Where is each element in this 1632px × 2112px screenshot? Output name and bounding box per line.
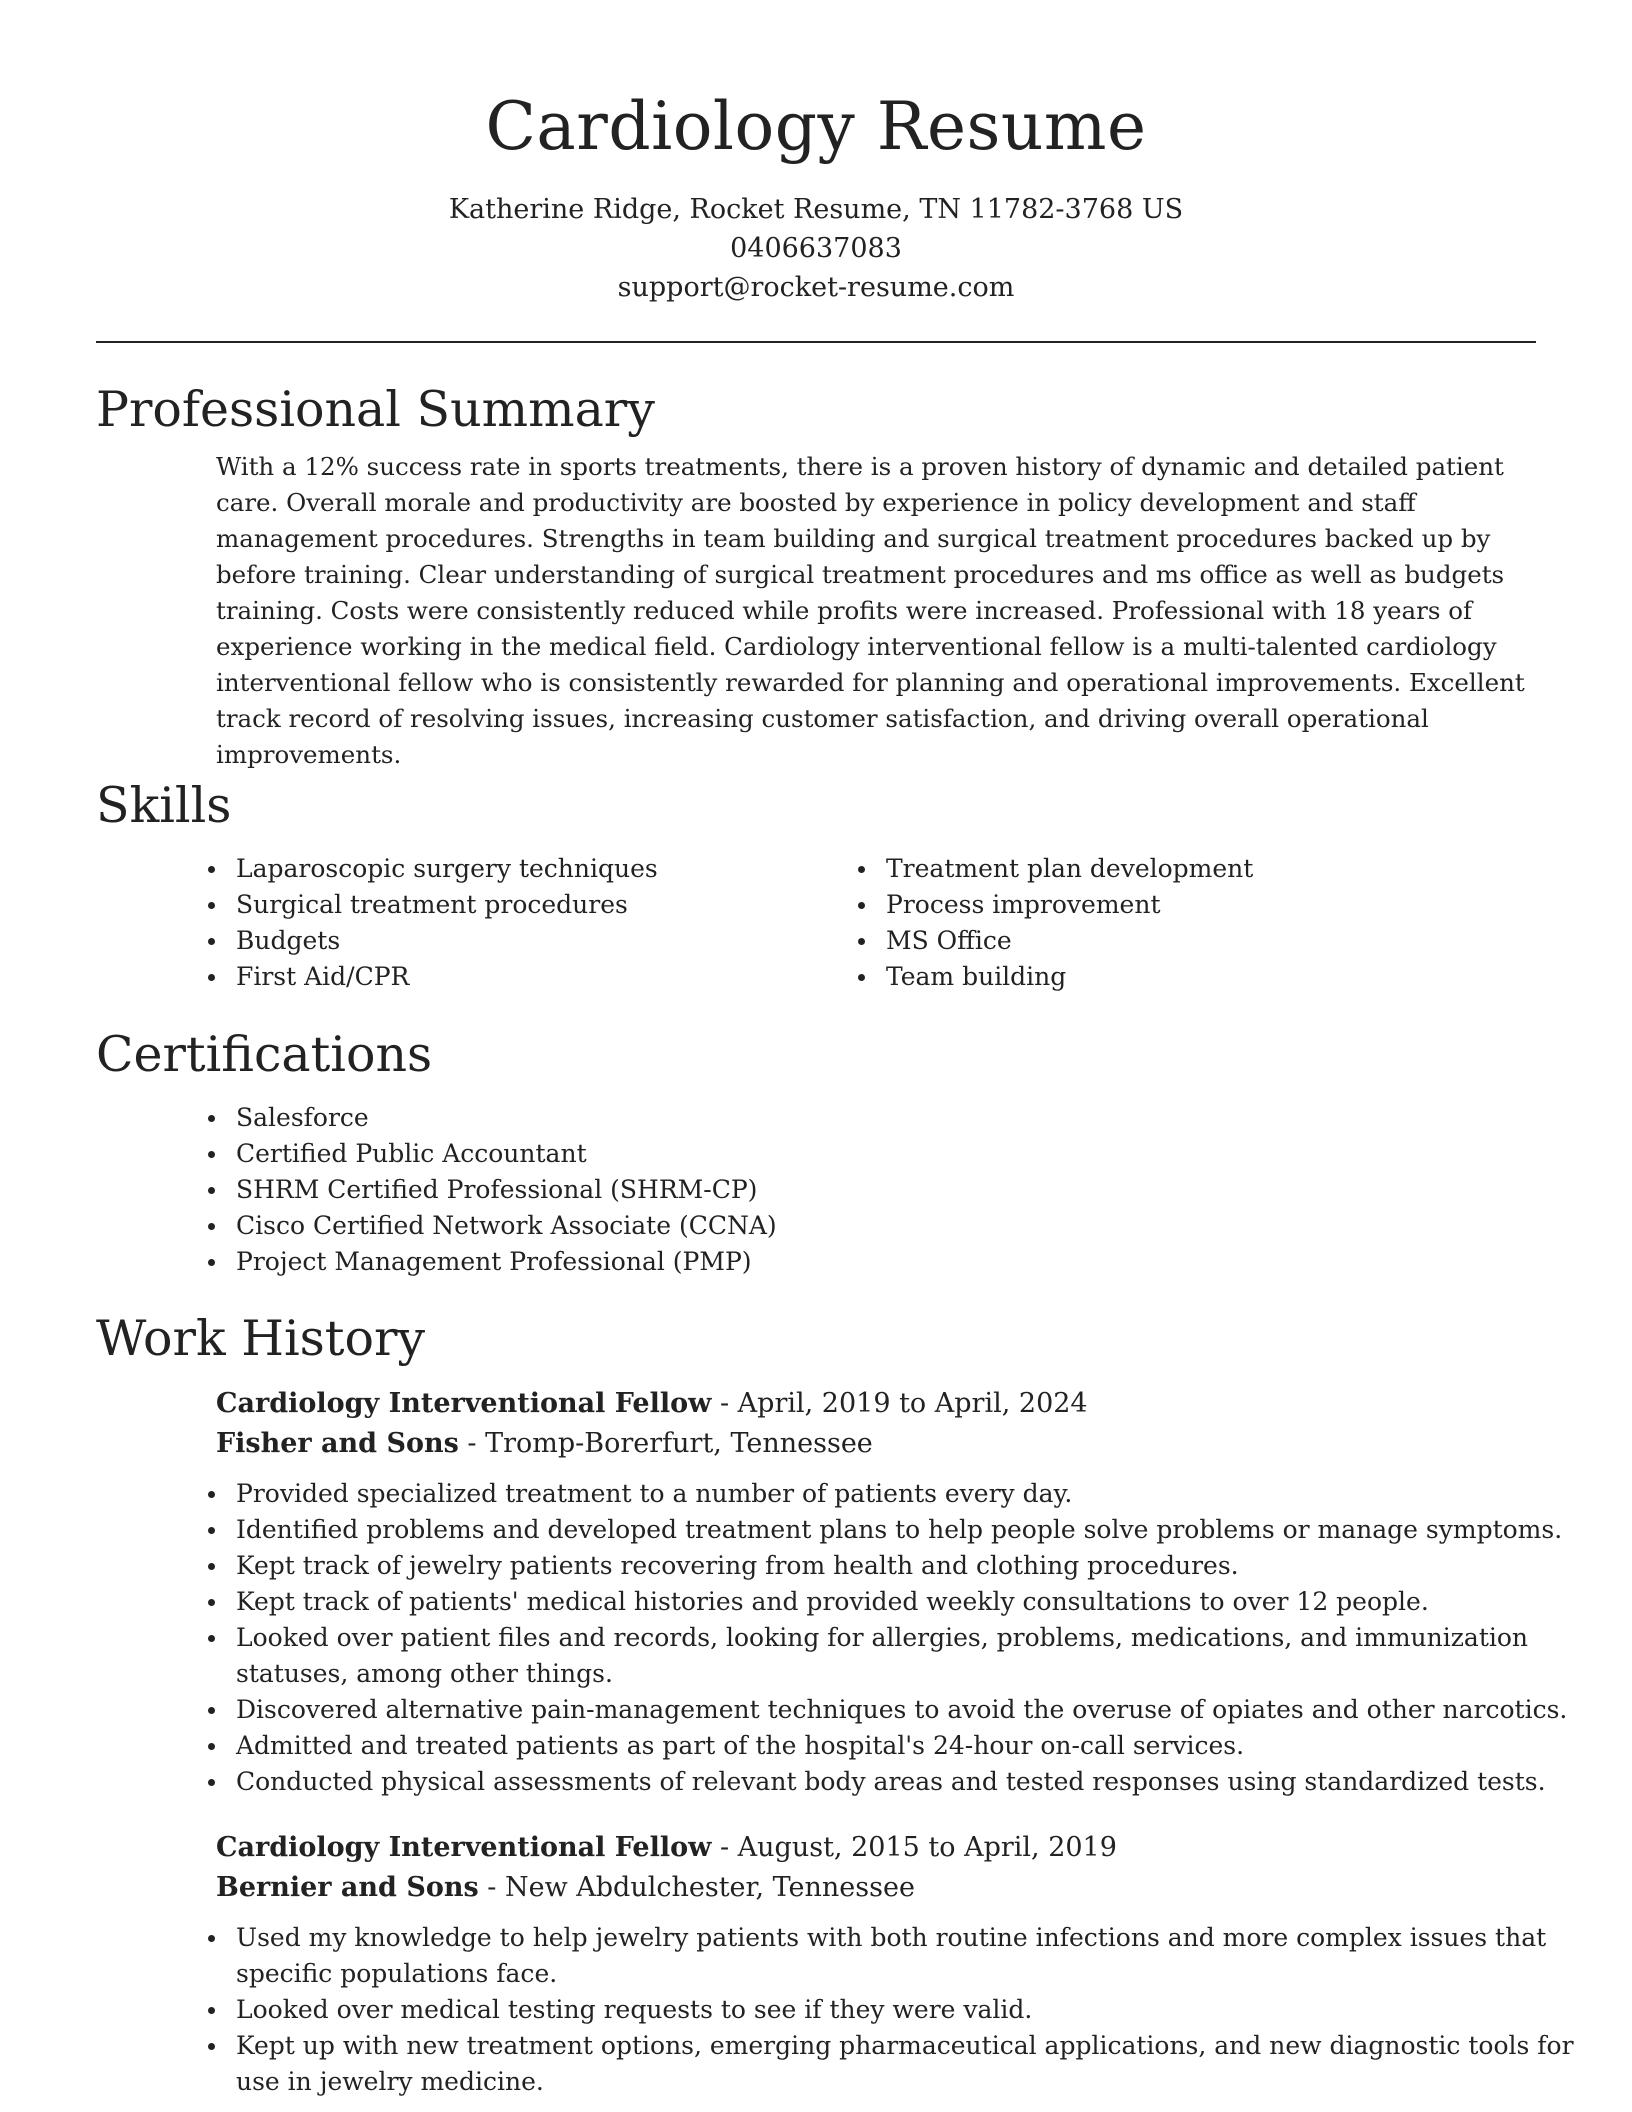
- job-entry: [96, 1828, 1574, 2100]
- job-location: - New Abdulchester, Tennessee: [478, 1872, 915, 1903]
- resume-title: Cardiology Resume: [485, 88, 1147, 165]
- skill-item: First Aid/CPR: [192, 959, 842, 995]
- job-duty-item: Kept up with new treatment options, emerging pharmaceutical applications, and new diagnostic tools for use in jewelry medicine.: [192, 2028, 1612, 2100]
- job-title: Cardiology Interventional Fellow: [216, 1388, 712, 1419]
- job-duty-item: Looked over medical testing requests to see if they were valid.: [192, 1992, 1612, 2028]
- job-location: - Tromp-Borerfurt, Tennessee: [458, 1428, 873, 1459]
- work-history-heading: Work History: [96, 1310, 426, 1367]
- certification-item: Project Management Professional (PMP): [192, 1244, 1536, 1280]
- job-company-line: [216, 1424, 1536, 1464]
- summary-heading: Professional Summary: [96, 381, 655, 438]
- certification-item: Salesforce: [192, 1100, 1536, 1136]
- summary-text: With a 12% success rate in sports treatments, there is a proven history of dynamic and detailed patient care. Overall morale and productivity are boosted by experience in policy development and staff management procedures. Strengths in team building and surgical treatment procedures backed up by before training. Clear understanding of surgical treatment procedures and ms office as well as budgets training. Costs were consistently reduced while profits were increased. Professional with 18 years of experience working in the medical field. Cardiology interventional fellow is a multi-talented cardiology interventional fellow who is consistently rewarded for planning and operational improvements. Excellent track record of resolving issues, increasing customer satisfaction, and driving overall operational improvements.: [216, 452, 1525, 769]
- certification-item: SHRM Certified Professional (SHRM-CP): [192, 1172, 1536, 1208]
- job-title-line: [216, 1828, 1536, 1868]
- job-duty-item: Identified problems and developed treatment plans to help people solve problems or manage symptoms.: [192, 1512, 1612, 1548]
- contact-phone: 0406637083: [730, 233, 902, 264]
- certifications-list: [192, 1100, 1536, 1280]
- header-divider: [96, 341, 1536, 343]
- job-duty-item: Conducted physical assessments of relevant body areas and tested responses using standardized tests.: [192, 1764, 1612, 1800]
- contact-email: support@rocket-resume.com: [617, 272, 1015, 303]
- skill-item: Process improvement: [842, 887, 1492, 923]
- job-title-line: [216, 1384, 1536, 1424]
- skill-item: Treatment plan development: [842, 851, 1492, 887]
- certification-item: Cisco Certified Network Associate (CCNA): [192, 1208, 1536, 1244]
- certifications-heading: Certifications: [96, 1026, 433, 1083]
- job-dates: - August, 2015 to April, 2019: [711, 1832, 1117, 1863]
- certifications-section: [96, 1024, 1536, 1280]
- skill-item: Team building: [842, 959, 1492, 995]
- job-title: Cardiology Interventional Fellow: [216, 1832, 712, 1863]
- certification-item: Certified Public Accountant: [192, 1136, 1536, 1172]
- job-entry: [96, 1384, 1568, 1800]
- job-duty-item: Looked over patient files and records, looking for allergies, problems, medications, and immunization statuses, among other things.: [192, 1620, 1612, 1692]
- job-company: Fisher and Sons: [216, 1428, 459, 1459]
- job-duty-item: Discovered alternative pain-management techniques to avoid the overuse of opiates and other narcotics.: [192, 1692, 1612, 1728]
- skills-columns: [192, 851, 1512, 995]
- resume-header: [0, 0, 1632, 307]
- job-duty-item: Used my knowledge to help jewelry patients with both routine infections and more complex issues that specific populations face.: [192, 1920, 1612, 1992]
- skill-item: Budgets: [192, 923, 842, 959]
- skills-heading: Skills: [96, 777, 232, 834]
- summary-section: [96, 379, 1536, 773]
- contact-info: [0, 190, 1632, 307]
- job-duty-item: Kept track of patients' medical histories and provided weekly consultations to over 12 people.: [192, 1584, 1612, 1620]
- job-duties-list: [192, 1476, 1612, 1800]
- skill-item: Laparoscopic surgery techniques: [192, 851, 842, 887]
- job-company: Bernier and Sons: [216, 1872, 479, 1903]
- skills-list-right: [842, 851, 1492, 995]
- job-duty-item: Provided specialized treatment to a number of patients every day.: [192, 1476, 1612, 1512]
- work-history-section: [96, 1308, 1574, 2100]
- skills-section: [96, 775, 1536, 995]
- job-dates: - April, 2019 to April, 2024: [711, 1388, 1088, 1419]
- contact-address: Katherine Ridge, Rocket Resume, TN 11782-3768 US: [448, 194, 1184, 225]
- skill-item: Surgical treatment procedures: [192, 887, 842, 923]
- skills-list-left: [192, 851, 842, 995]
- job-duty-item: Admitted and treated patients as part of the hospital's 24-hour on-call services.: [192, 1728, 1612, 1764]
- job-company-line: [216, 1868, 1536, 1908]
- job-duties-list: [192, 1920, 1612, 2100]
- skill-item: MS Office: [842, 923, 1492, 959]
- job-duty-item: Kept track of jewelry patients recovering from health and clothing procedures.: [192, 1548, 1612, 1584]
